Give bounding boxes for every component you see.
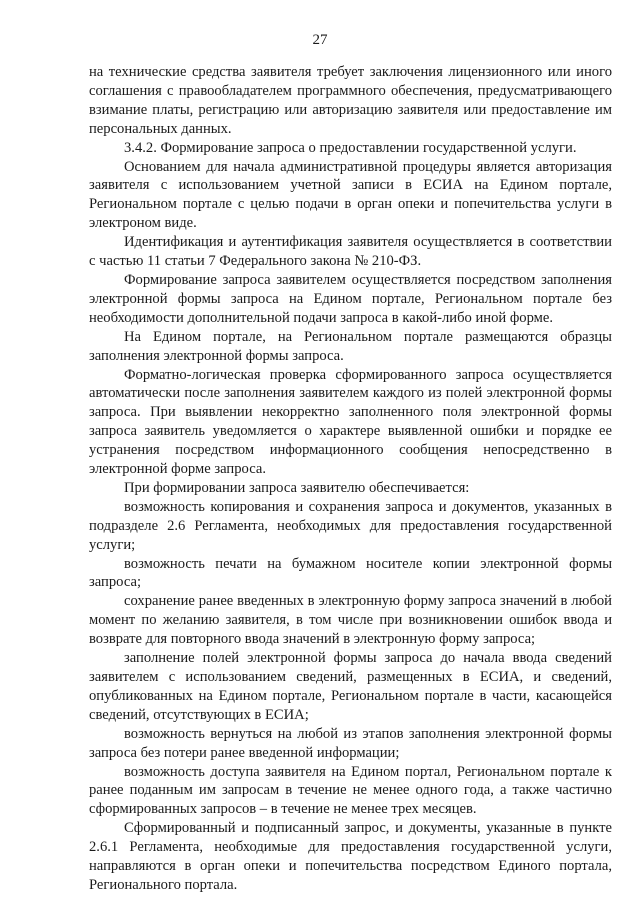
paragraph-7: Форматно-логическая проверка сформированного запроса осуществляется автоматически после заполнения заявителем каждого из полей электронной формы запроса. При выявлении некорректно заполненного поля электронной формы запроса заявитель уведомляется о характере выявленной ошибки и порядке ее устранения посредством информационного сообщения непосредственно в электронной форме запроса.: [89, 366, 612, 478]
paragraph-3: Основанием для начала административной процедуры является авторизация заявителя с использованием учетной записи в ЕСИА на Едином портале, Региональном портале с целью подачи в орган опеки и попечительства услуги в электроном виде.: [89, 158, 612, 232]
paragraph-15: Сформированный и подписанный запрос, и документы, указанные в пункте 2.6.1 Регламента, необходимые для предоставления государственной услуги, направляются в орган опеки и попечительства посредством Единого портала, Регионального портала.: [89, 820, 612, 893]
paragraph-12: заполнение полей электронной формы запроса до начала ввода сведений заявителем с использованием сведений, размещенных в ЕСИА, и сведений, опубликованных на Едином портале, Региональном портале в части, касающейся сведений, отсутствующих в ЕСИА;: [89, 650, 612, 723]
document-body: [89, 63, 612, 895]
paragraph-5: Формирование запроса заявителем осуществляется посредством заполнения электронной формы запроса на Едином портале, Региональном портале без необходимости дополнительной подачи запроса в какой-либо иной форме.: [89, 271, 612, 326]
paragraph-11: сохранение ранее введенных в электронную форму запроса значений в любой момент по желанию заявителя, в том числе при возникновении ошибок ввода и возврате для повторного ввода значений в электронную форму запроса;: [89, 593, 612, 648]
page-number: 27: [312, 32, 328, 48]
paragraph-8: При формировании запроса заявителю обеспечивается:: [124, 479, 470, 496]
paragraph-1: на технические средства заявителя требует заключения лицензионного или иного соглашения с правообладателем программного обеспечения, предусматривающего взимание платы, регистрацию или авторизацию заявителя или предоставление им персональных данных.: [89, 64, 612, 137]
paragraph-14: возможность доступа заявителя на Едином портал, Региональном портале к ранее поданным им запросам в течение не менее одного года, а также частично сформированных запросов – в течение не менее трех месяцев.: [89, 763, 612, 818]
paragraph-4: Идентификация и аутентификация заявителя осуществляется в соответствии с частью 11 статьи 7 Федерального закона № 210-ФЗ.: [89, 234, 612, 270]
paragraph-2: 3.4.2. Формирование запроса о предоставлении государственной услуги.: [124, 139, 577, 156]
paragraph-9: возможность копирования и сохранения запроса и документов, указанных в подразделе 2.6 Регламента, необходимых для предоставления государственной услуги;: [89, 498, 612, 553]
paragraph-10: возможность печати на бумажном носителе копии электронной формы запроса;: [89, 555, 612, 591]
paragraph-13: возможность вернуться на любой из этапов заполнения электронной формы запроса без потери ранее введенной информации;: [89, 725, 612, 761]
paragraph-6: На Едином портале, на Региональном портале размещаются образцы заполнения электронной формы запроса.: [89, 328, 612, 364]
